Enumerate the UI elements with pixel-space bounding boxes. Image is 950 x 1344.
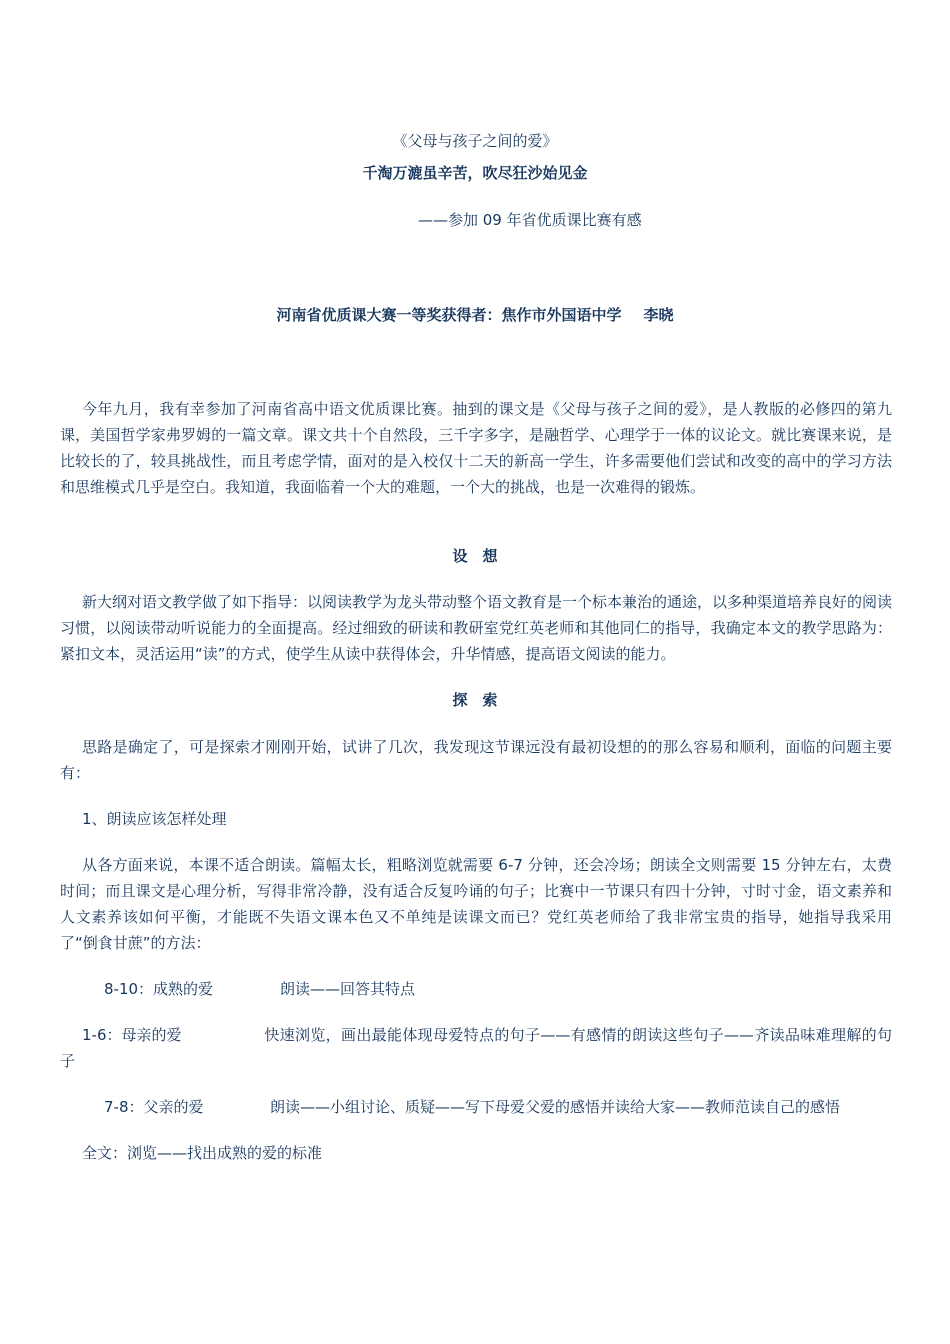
plan-item-8-10 (60, 976, 892, 1002)
plan-text: 朗读——小组讨论、质疑——写下母爱父爱的感悟并读给大家——教师范读自己的感悟 (270, 1098, 841, 1116)
plan-label: 1-6：母亲的爱 (82, 1026, 182, 1044)
plan-label: 全文：浏览——找出成熟的爱的标准 (82, 1144, 323, 1162)
article-title: 《父母与孩子之间的爱》 (392, 132, 558, 150)
plan-label: 8-10：成熟的爱 (104, 980, 214, 998)
point-1-title: 1、朗读应该怎样处理 (82, 810, 227, 828)
section-heading-explore: 探 索 (452, 691, 498, 709)
plan-item-7-8 (60, 1094, 892, 1120)
plan-item-1-6 (60, 1022, 892, 1074)
section-heading-idea: 设 想 (452, 547, 498, 565)
author-award: 河南省优质课大赛一等奖获得者：焦作市外国语中学 (276, 306, 622, 324)
explore-paragraph: 思路是确定了，可是探索才刚刚开始，试讲了几次，我发现这节课远没有最初设想的的那么容易和顺利，面临的问题主要有： (60, 738, 892, 782)
article-subtitle: 千淘万漉虽辛苦，吹尽狂沙始见金 (362, 164, 588, 182)
author-line (0, 304, 950, 326)
point-1-paragraph: 从各方面来说，本课不适合朗读。篇幅太长，粗略浏览就需要 6-7 分钟，还会冷场；朗读全文则需要 15 分钟左右，太费时间；而且课文是心理分析，写得非常冷静，没有适合反复吟诵的句子；比赛中一节课只有四十分钟，寸时寸金，语文素养和人文素养该如何平衡，才能既不失语文课本色又不单纯是读课文而已？党红英老师给了我非常宝贵的指导，她指导我采用了“倒食甘蔗”的方法： (60, 856, 892, 952)
plan-label: 7-8：父亲的爱 (104, 1098, 204, 1116)
plan-item-full-text (60, 1140, 892, 1166)
intro-paragraph: 今年九月，我有幸参加了河南省高中语文优质课比赛。抽到的课文是《父母与孩子之间的爱》，是人教版的必修四的第九课，美国哲学家弗罗姆的一篇文章。课文共十个自然段，三千字多字，是融哲学、心理学于一体的议论文。就比赛课来说，是比较长的了，较具挑战性，而且考虑学情，面对的是入校仅十二天的新高一学生，许多需要他们尝试和改变的高中的学习方法和思维模式几乎是空白。我知道，我面临着一个大的难题，一个大的挑战，也是一次难得的锻炼。 (60, 400, 892, 496)
author-name: 李晓 (643, 306, 674, 324)
plan-text: 朗读——回答其特点 (280, 980, 416, 998)
article-byline: ——参加 09 年省优质课比赛有感 (418, 211, 642, 229)
plan-text: 快速浏览，画出最能体现母爱特点的句子——有感情的朗读这些句子——齐读品味难理解的句子 (60, 1026, 892, 1070)
idea-paragraph: 新大纲对语文教学做了如下指导：以阅读教学为龙头带动整个语文教育是一个标本兼治的通途，以多种渠道培养良好的阅读习惯，以阅读带动听说能力的全面提高。经过细致的研读和教研室党红英老师和其他同仁的指导，我确定本文的教学思路为：紧扣文本，灵活运用“读”的方式，使学生从读中获得体会，升华情感，提高语文阅读的能力。 (60, 593, 893, 663)
